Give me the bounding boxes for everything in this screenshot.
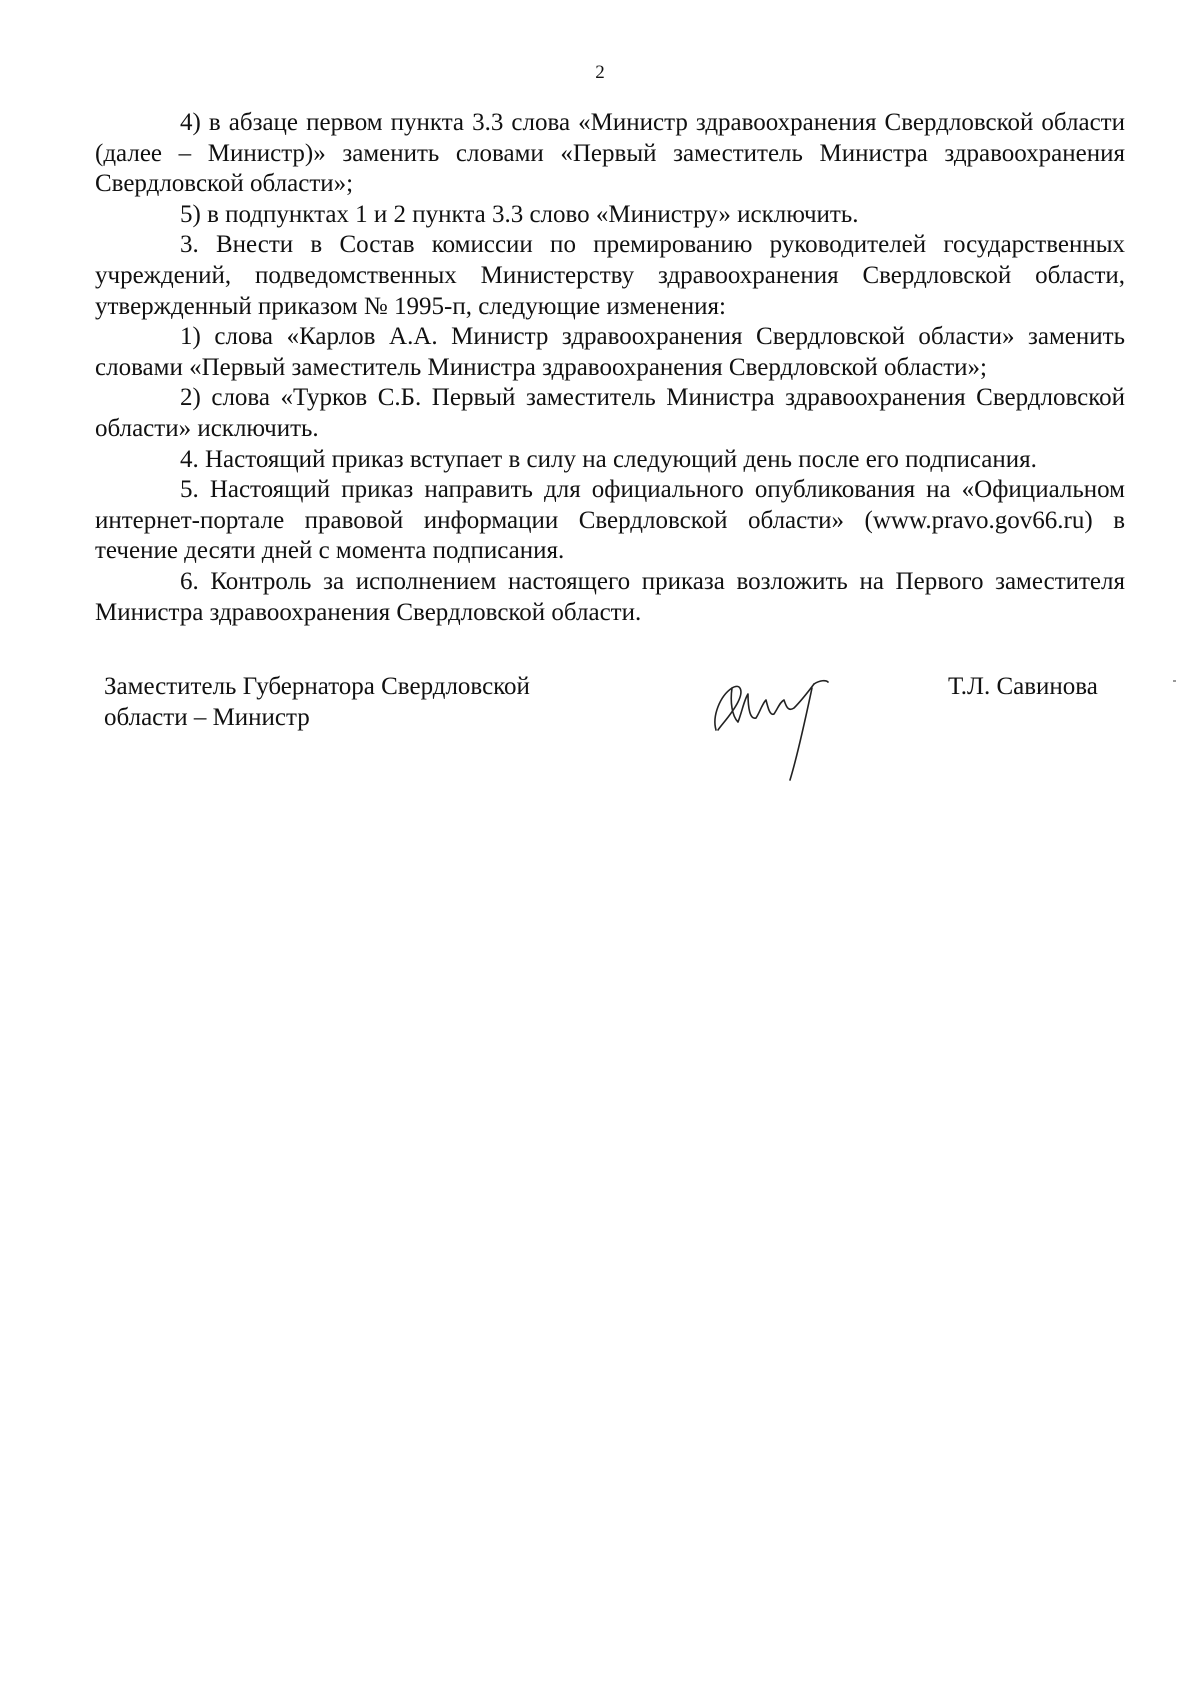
paragraph-point-4: 4. Настоящий приказ вступает в силу на следующий день после его подписания. xyxy=(180,445,1037,473)
signature-block xyxy=(0,672,1200,792)
signatory-title-line-1: Заместитель Губернатора Свердловской xyxy=(104,673,530,700)
signatory-title-line-2: области – Министр xyxy=(104,703,310,731)
paragraph-point-3: 3. Внести в Состав комиссии по премированию руководителей государственных учреждений, подведомственных Министерству здравоохранения Свердловской области, утвержденный приказом № 1995-п, следующие изменения: xyxy=(95,231,1125,320)
paragraph-point-3-item-2: 2) слова «Турков С.Б. Первый заместитель Министра здравоохранения Свердловской области» исключить. xyxy=(95,384,1125,442)
paragraph-item-5: 5) в подпунктах 1 и 2 пункта 3.3 слово «Министру» исключить. xyxy=(180,200,859,228)
signatory-title xyxy=(104,672,624,733)
paragraph-point-5: 5. Настоящий приказ направить для официального опубликования на «Официальном интернет-портале правовой информации Свердловской области» (www.pravo.gov66.ru) в течение десяти дней с момента подписания. xyxy=(95,476,1125,565)
document-body xyxy=(95,108,1125,628)
page-number: 2 xyxy=(595,62,605,83)
handwritten-signature xyxy=(708,668,858,788)
paragraph-point-3-item-1: 1) слова «Карлов А.А. Министр здравоохранения Свердловской области» заменить словами «Первый заместитель Министра здравоохранения Свердловской области»; xyxy=(95,323,1125,381)
paragraph-item-4: 4) в абзаце первом пункта 3.3 слова «Министр здравоохранения Свердловской области (далее – Министр)» заменить словами «Первый заместитель Министра здравоохранения Свердловской области»; xyxy=(95,109,1125,198)
paragraph-point-6: 6. Контроль за исполнением настоящего приказа возложить на Первого заместителя Министра здравоохранения Свердловской области. xyxy=(95,567,1125,626)
scan-artifact xyxy=(1173,680,1176,682)
signatory-name: Т.Л. Савинова xyxy=(948,673,1098,700)
